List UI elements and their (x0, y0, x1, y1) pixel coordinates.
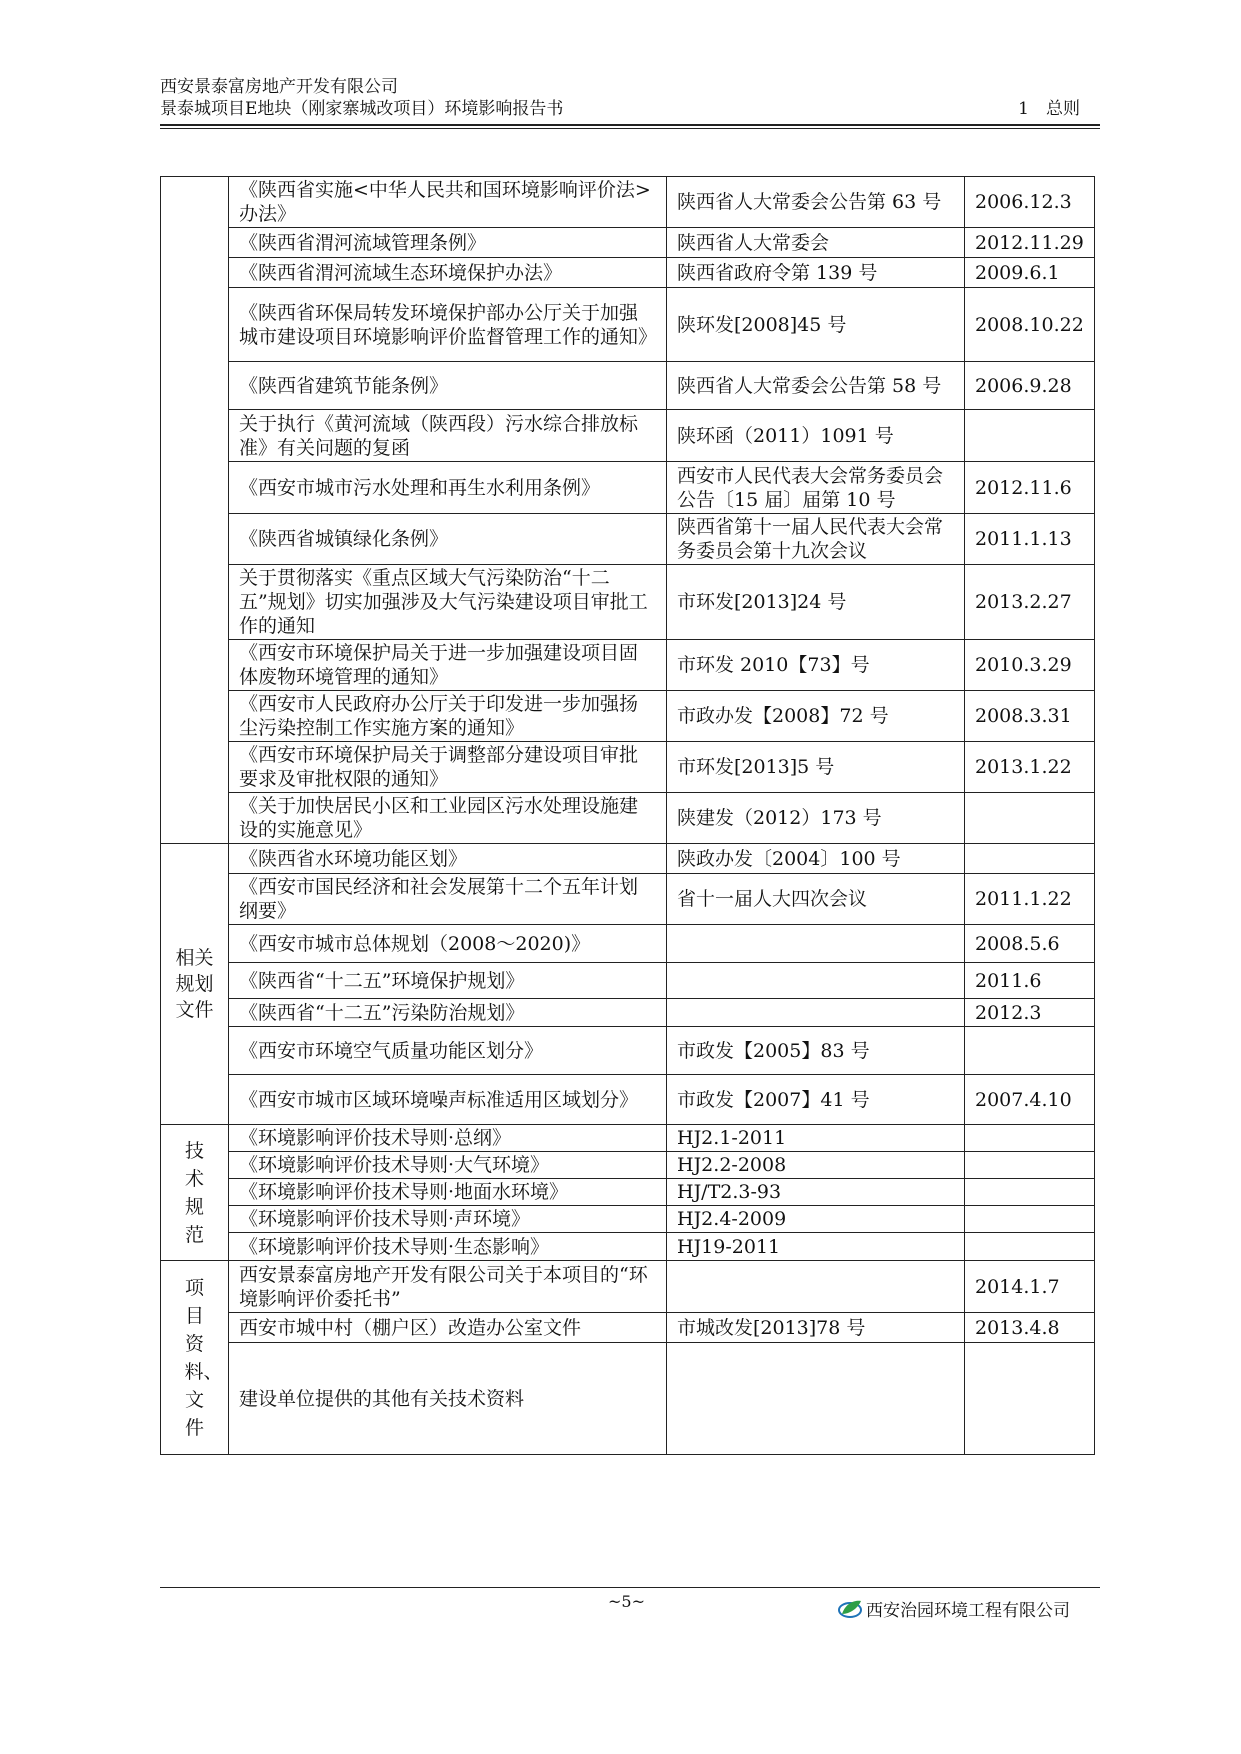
issue-date-cell: 2011.1.22 (965, 874, 1095, 925)
table-row (161, 1206, 1095, 1233)
document-number-cell: HJ2.4-2009 (667, 1206, 965, 1233)
document-number-cell: 市政发【2005】83 号 (667, 1027, 965, 1075)
table-row (161, 963, 1095, 999)
regulation-name-cell: 建设单位提供的其他有关技术资料 (229, 1343, 667, 1455)
header-divider-thin (160, 128, 1100, 129)
issue-date-cell (965, 1125, 1095, 1152)
issue-date-cell (965, 410, 1095, 462)
regulation-name-cell: 西安市城中村（棚户区）改造办公室文件 (229, 1313, 667, 1343)
regulation-name-cell: 关于执行《黄河流域（陕西段）污水综合排放标准》有关问题的复函 (229, 410, 667, 462)
issue-date-cell: 2010.3.29 (965, 640, 1095, 691)
regulation-name-cell: 《环境影响评价技术导则·大气环境》 (229, 1152, 667, 1179)
document-number-cell: 市政办发【2008】72 号 (667, 691, 965, 742)
table-row (161, 691, 1095, 742)
issue-date-cell: 2013.2.27 (965, 565, 1095, 640)
regulation-name-cell: 《陕西省渭河流域管理条例》 (229, 228, 667, 258)
table-row (161, 1179, 1095, 1206)
document-number-cell: 市环发[2013]24 号 (667, 565, 965, 640)
regulation-name-cell: 《环境影响评价技术导则·地面水环境》 (229, 1179, 667, 1206)
regulation-name-cell: 《西安市城市污水处理和再生水利用条例》 (229, 462, 667, 514)
category-cell (161, 1125, 229, 1261)
header-company: 西安景泰富房地产开发有限公司 (160, 77, 398, 97)
regulation-name-cell: 关于贯彻落实《重点区域大气污染防治“十二五”规划》切实加强涉及大气污染建设项目审批工作的通知 (229, 565, 667, 640)
document-number-cell: HJ2.2-2008 (667, 1152, 965, 1179)
table-row (161, 844, 1095, 874)
table-row (161, 925, 1095, 963)
table-row (161, 1075, 1095, 1125)
regulation-name-cell: 《陕西省“十二五”环境保护规划》 (229, 963, 667, 999)
footer-divider (160, 1587, 1100, 1588)
issue-date-cell: 2011.6 (965, 963, 1095, 999)
table-row (161, 874, 1095, 925)
regulation-name-cell: 《陕西省城镇绿化条例》 (229, 514, 667, 565)
footer-company (838, 1596, 1070, 1621)
issue-date-cell: 2013.1.22 (965, 742, 1095, 793)
category-label: 相关规划文件 (175, 947, 214, 1021)
table-row (161, 177, 1095, 228)
regulation-name-cell: 《环境影响评价技术导则·总纲》 (229, 1125, 667, 1152)
issue-date-cell: 2007.4.10 (965, 1075, 1095, 1125)
document-number-cell: 西安市人民代表大会常务委员会公告〔15 届〕届第 10 号 (667, 462, 965, 514)
header-report-title: 景泰城项目E地块（刚家寨城改项目）环境影响报告书 (160, 99, 564, 119)
table-row (161, 1233, 1095, 1261)
issue-date-cell: 2012.11.29 (965, 228, 1095, 258)
regulation-name-cell: 西安景泰富房地产开发有限公司关于本项目的“环境影响评价委托书” (229, 1261, 667, 1313)
table-row (161, 565, 1095, 640)
document-number-cell: HJ2.1-2011 (667, 1125, 965, 1152)
regulation-name-cell: 《西安市环境空气质量功能区划分》 (229, 1027, 667, 1075)
issue-date-cell (965, 1343, 1095, 1455)
issue-date-cell: 2006.9.28 (965, 362, 1095, 410)
document-number-cell (667, 925, 965, 963)
regulation-name-cell: 《西安市城市总体规划（2008～2020)》 (229, 925, 667, 963)
category-label: 项目资料、文件 (184, 1276, 223, 1439)
table-row (161, 1261, 1095, 1313)
regulation-name-cell: 《陕西省实施<中华人民共和国环境影响评价法>办法》 (229, 177, 667, 228)
table-row (161, 1313, 1095, 1343)
document-number-cell (667, 1343, 965, 1455)
issue-date-cell (965, 1233, 1095, 1261)
header-divider (160, 124, 1100, 126)
regulation-name-cell: 《环境影响评价技术导则·生态影响》 (229, 1233, 667, 1261)
document-number-cell: 省十一届人大四次会议 (667, 874, 965, 925)
document-number-cell: 陕政办发〔2004〕100 号 (667, 844, 965, 874)
document-number-cell: 陕西省第十一届人民代表大会常务委员会第十九次会议 (667, 514, 965, 565)
table-row (161, 1125, 1095, 1152)
document-number-cell: 陕建发（2012）173 号 (667, 793, 965, 844)
table-row (161, 1152, 1095, 1179)
table-row (161, 640, 1095, 691)
document-number-cell: 陕西省人大常委会公告第 58 号 (667, 362, 965, 410)
document-number-cell: 市环发 2010【73】号 (667, 640, 965, 691)
regulation-name-cell: 《关于加快居民小区和工业园区污水处理设施建设的实施意见》 (229, 793, 667, 844)
issue-date-cell: 2008.5.6 (965, 925, 1095, 963)
issue-date-cell: 2008.10.22 (965, 288, 1095, 362)
table-row (161, 999, 1095, 1027)
page-header (160, 76, 1100, 120)
document-number-cell: 陕环函（2011）1091 号 (667, 410, 965, 462)
footer-company-name: 西安治园环境工程有限公司 (866, 1601, 1070, 1621)
issue-date-cell: 2009.6.1 (965, 258, 1095, 288)
regulation-name-cell: 《陕西省水环境功能区划》 (229, 844, 667, 874)
category-cell (161, 844, 229, 1125)
document-number-cell: 市政发【2007】41 号 (667, 1075, 965, 1125)
regulations-table (160, 176, 1095, 1455)
regulation-name-cell: 《西安市环境保护局关于进一步加强建设项目固体废物环境管理的通知》 (229, 640, 667, 691)
issue-date-cell: 2012.11.6 (965, 462, 1095, 514)
table-row (161, 1027, 1095, 1075)
category-label: 技术规范 (184, 1139, 204, 1246)
document-number-cell: 陕环发[2008]45 号 (667, 288, 965, 362)
regulation-name-cell: 《西安市环境保护局关于调整部分建设项目审批要求及审批权限的通知》 (229, 742, 667, 793)
header-chapter: 1 总则 (1018, 99, 1080, 119)
issue-date-cell (965, 1152, 1095, 1179)
document-number-cell: HJ/T2.3-93 (667, 1179, 965, 1206)
category-cell (161, 177, 229, 844)
table-row (161, 288, 1095, 362)
table-row (161, 793, 1095, 844)
table-row (161, 462, 1095, 514)
document-number-cell (667, 1261, 965, 1313)
regulation-name-cell: 《西安市城市区域环境噪声标准适用区域划分》 (229, 1075, 667, 1125)
document-number-cell: 陕西省人大常委会公告第 63 号 (667, 177, 965, 228)
document-number-cell: 陕西省人大常委会 (667, 228, 965, 258)
issue-date-cell: 2011.1.13 (965, 514, 1095, 565)
regulation-name-cell: 《陕西省环保局转发环境保护部办公厅关于加强城市建设项目环境影响评价监督管理工作的通知》 (229, 288, 667, 362)
issue-date-cell: 2013.4.8 (965, 1313, 1095, 1343)
issue-date-cell: 2006.12.3 (965, 177, 1095, 228)
regulation-name-cell: 《陕西省渭河流域生态环境保护办法》 (229, 258, 667, 288)
regulation-name-cell: 《西安市人民政府办公厅关于印发进一步加强扬尘污染控制工作实施方案的通知》 (229, 691, 667, 742)
document-number-cell (667, 963, 965, 999)
table-row (161, 1343, 1095, 1455)
table-row (161, 362, 1095, 410)
document-number-cell: 市城改发[2013]78 号 (667, 1313, 965, 1343)
regulation-name-cell: 《环境影响评价技术导则·声环境》 (229, 1206, 667, 1233)
page-number: ~5~ (608, 1592, 645, 1611)
issue-date-cell: 2012.3 (965, 999, 1095, 1027)
regulation-name-cell: 《陕西省建筑节能条例》 (229, 362, 667, 410)
table-row (161, 514, 1095, 565)
issue-date-cell (965, 1179, 1095, 1206)
table-row (161, 410, 1095, 462)
issue-date-cell: 2014.1.7 (965, 1261, 1095, 1313)
document-number-cell: 市环发[2013]5 号 (667, 742, 965, 793)
category-cell (161, 1261, 229, 1455)
document-number-cell: 陕西省政府令第 139 号 (667, 258, 965, 288)
document-number-cell: HJ19-2011 (667, 1233, 965, 1261)
table-row (161, 228, 1095, 258)
regulation-name-cell: 《陕西省“十二五”污染防治规划》 (229, 999, 667, 1027)
regulation-name-cell: 《西安市国民经济和社会发展第十二个五年计划纲要》 (229, 874, 667, 925)
leaf-logo-icon (838, 1598, 862, 1620)
issue-date-cell (965, 844, 1095, 874)
issue-date-cell (965, 1027, 1095, 1075)
issue-date-cell (965, 1206, 1095, 1233)
table-row (161, 742, 1095, 793)
issue-date-cell: 2008.3.31 (965, 691, 1095, 742)
table-row (161, 258, 1095, 288)
issue-date-cell (965, 793, 1095, 844)
document-number-cell (667, 999, 965, 1027)
